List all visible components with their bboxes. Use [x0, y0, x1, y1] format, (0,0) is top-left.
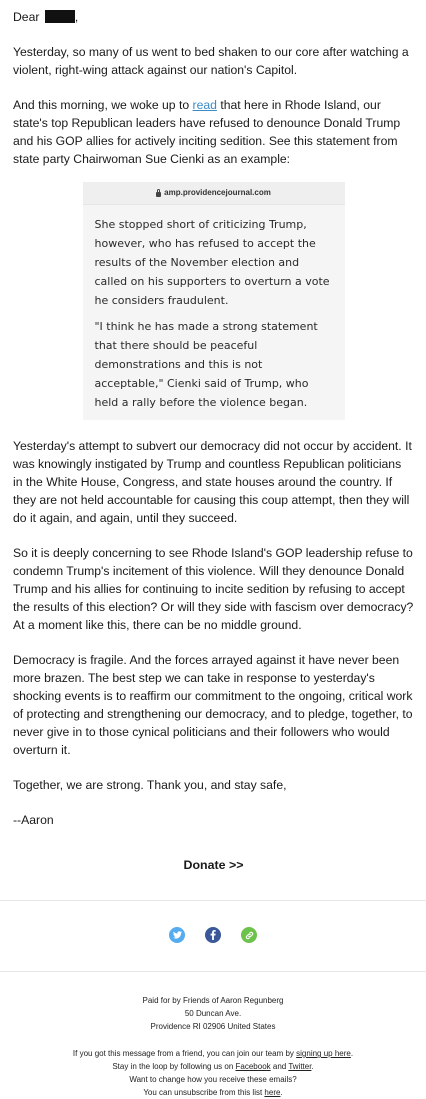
signup-text: If you got this message from a friend, you can join our team by — [72, 1049, 297, 1058]
redacted-name — [45, 10, 75, 23]
twitter-link[interactable]: Twitter — [288, 1062, 312, 1071]
divider-bottom — [0, 971, 426, 972]
address-line-2: Providence RI 02906 United States — [150, 1022, 276, 1031]
follow-text: Stay in the loop by following us on — [112, 1062, 236, 1071]
url-text: amp.providencejournal.com — [164, 188, 271, 197]
unsubscribe-text: You can unsubscribe from this list — [143, 1088, 265, 1097]
paragraph-1: Yesterday, so many of us went to bed shaken to our core after watching a violent, right-wing attack against our nation's Capitol. — [13, 45, 409, 77]
signature: --Aaron — [13, 813, 54, 827]
read-link[interactable]: read — [192, 98, 217, 112]
footer — [0, 994, 426, 1099]
paragraph-6: Together, we are strong. Thank you, and stay safe, — [13, 778, 287, 792]
greeting-text: Dear — [13, 10, 40, 24]
divider-top — [0, 900, 426, 901]
url-bar — [83, 182, 345, 205]
social-links — [0, 927, 426, 943]
signup-line — [0, 1047, 426, 1060]
greeting — [13, 8, 414, 26]
follow-line — [0, 1060, 426, 1073]
follow-and: and — [270, 1062, 289, 1071]
quote-paragraph-1: She stopped short of criticizing Trump, however, who has refused to accept the results of the November election and called on his supporters to overturn a vote he considers fraudulent. — [94, 218, 330, 307]
follow-period: . — [311, 1062, 314, 1071]
change-emails-line: Want to change how you receive these emails? — [129, 1075, 297, 1084]
paragraph-3: Yesterday's attempt to subvert our democracy did not occur by accident. It was knowingly instigated by Trump and countless Republican politicians in the White House, Congress, and state houses around the country. If they are not held accountable for causing this coup attempt, then they will do it again, and again, until they succeed. — [13, 439, 412, 525]
paragraph-2 — [13, 96, 414, 168]
facebook-icon[interactable] — [205, 927, 221, 943]
unsubscribe-line — [0, 1086, 426, 1099]
facebook-link[interactable]: Facebook — [235, 1062, 271, 1071]
signup-period: . — [350, 1049, 354, 1058]
unsubscribe-link[interactable]: here — [264, 1088, 281, 1097]
paragraph-2-text-b: that here in Rhode Island, our state's top Republican leaders have refused to denounce Donald Trump and his GOP allies for actively inciting sedition. See this statement from state party Chairwoman Sue Cienki as an example: — [13, 98, 401, 166]
paragraph-4: So it is deeply concerning to see Rhode Island's GOP leadership refuse to condemn Trump's incitement of this violence. Will they denounce Donald Trump and his allies for continuing to incite sedition by refusing to accept the results of this election? Or will they side with fascism over democracy? At a moment like this, there can be no middle ground. — [13, 546, 414, 632]
news-quote-card — [83, 182, 345, 420]
paragraph-2-text-a: And this morning, we woke up to — [13, 98, 193, 112]
donate-link[interactable]: Donate >> — [183, 858, 244, 872]
twitter-icon[interactable] — [169, 927, 185, 943]
address-line-1: 50 Duncan Ave. — [184, 1009, 242, 1018]
quote-paragraph-2: "I think he has made a strong statement that there should be peaceful demonstrations and this is not acceptable," Cienki said of Trump, who held a rally before the violence began. — [94, 320, 318, 409]
link-icon[interactable] — [241, 927, 257, 943]
unsubscribe-period: . — [280, 1088, 283, 1097]
greeting-suffix: , — [74, 10, 79, 24]
paid-for-text: Paid for by Friends of Aaron Regunberg — [142, 996, 284, 1005]
lock-icon — [156, 192, 161, 197]
paragraph-5: Democracy is fragile. And the forces arrayed against it have never been more brazen. The best step we can take in response to yesterday's shocking events is to reaffirm our commitment to the ongoing, critical work of protecting and strengthening our democracy, and to pledge, together, to never give in to those cynical politicians and their followers who would overturn it. — [13, 653, 413, 757]
signup-link[interactable]: signing up here — [296, 1049, 351, 1058]
